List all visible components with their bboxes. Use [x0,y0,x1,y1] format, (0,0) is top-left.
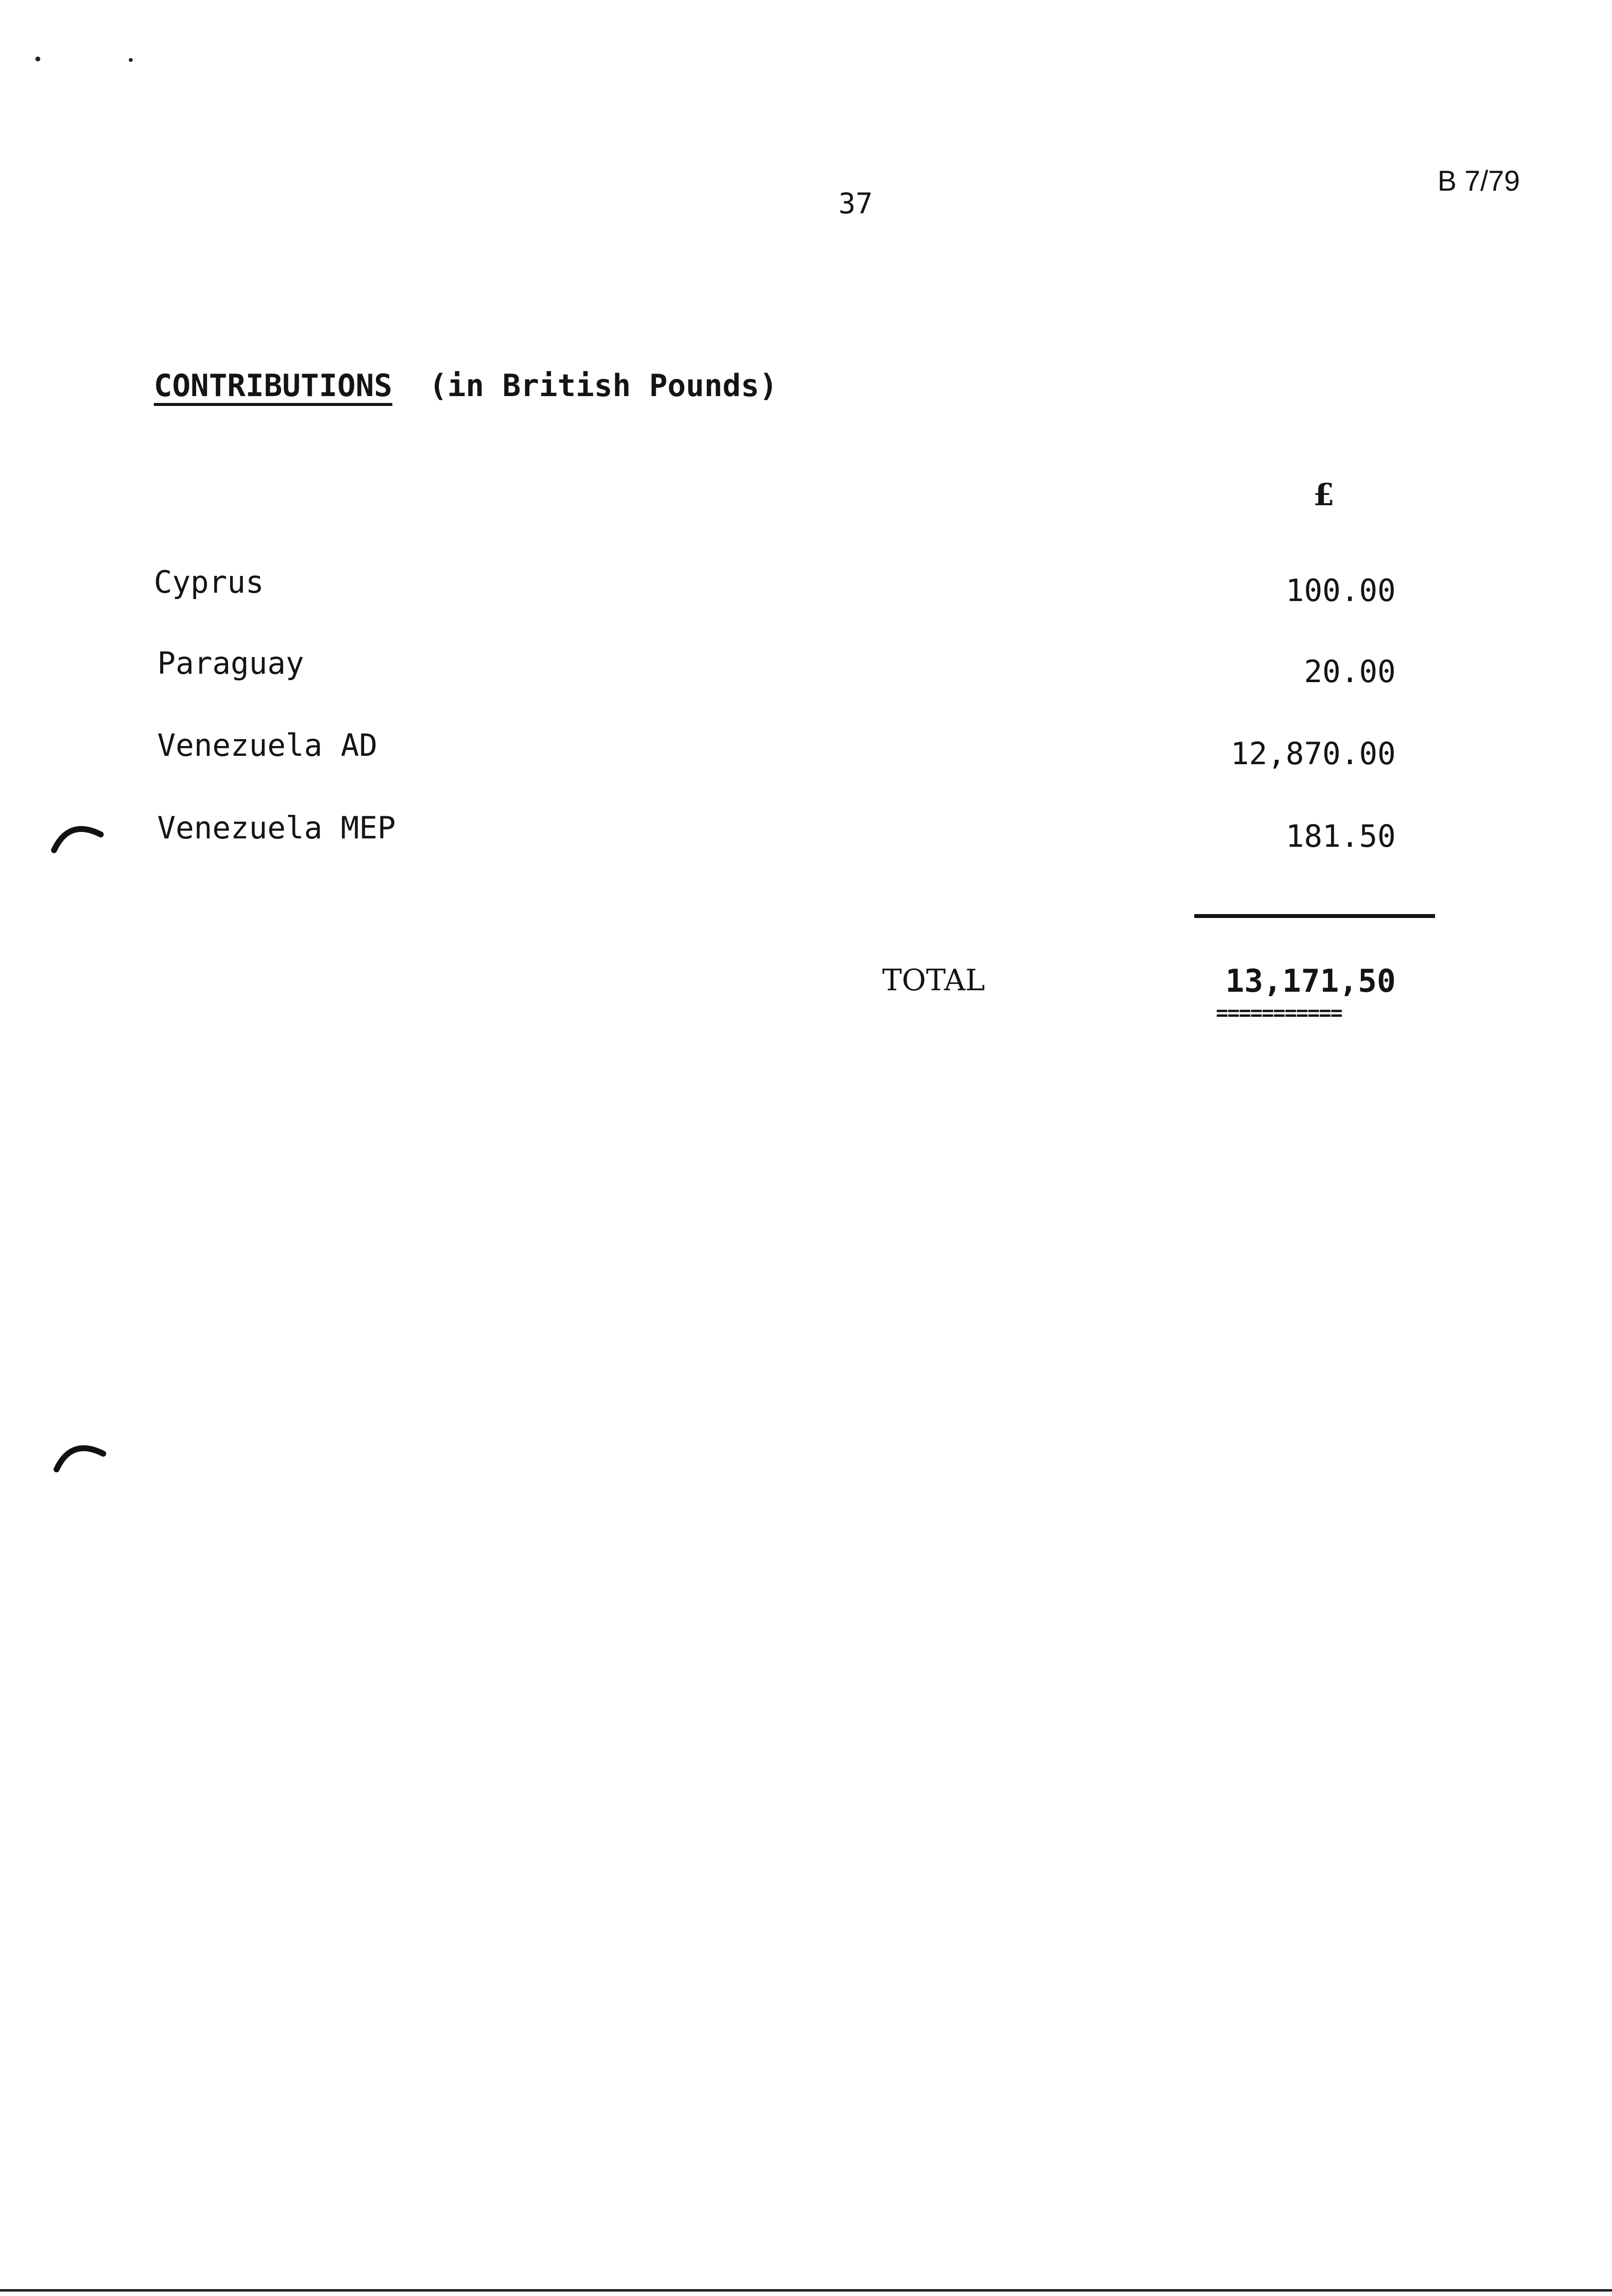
row-amount: 12,870.00 [1231,736,1396,772]
total-value: 13,171,50 [1225,963,1396,1000]
row-label: Cyprus [154,564,264,600]
row-amount: 100.00 [1286,573,1396,608]
row-amount: 20.00 [1304,654,1396,689]
document-reference: B 7/79 [1438,165,1520,197]
scan-speck [129,58,133,62]
heading-title: CONTRIBUTIONS [154,368,393,403]
currency-column-header: £ [1313,477,1335,513]
total-rule [1194,914,1435,918]
row-label: Paraguay [157,645,304,681]
row-label: Venezuela MEP [157,810,396,846]
total-double-underline: =========== [1216,1001,1342,1025]
punch-hole-mark [52,1435,111,1474]
scan-speck [35,57,40,61]
section-heading [154,368,777,403]
page-bottom-edge [0,2289,1612,2292]
total-label: TOTAL [882,963,985,998]
row-amount: 181.50 [1286,818,1396,854]
punch-hole-mark [49,816,108,855]
page-number: 37 [838,187,873,220]
heading-subtitle: (in British Pounds) [429,368,778,403]
row-label: Venezuela AD [157,727,377,763]
